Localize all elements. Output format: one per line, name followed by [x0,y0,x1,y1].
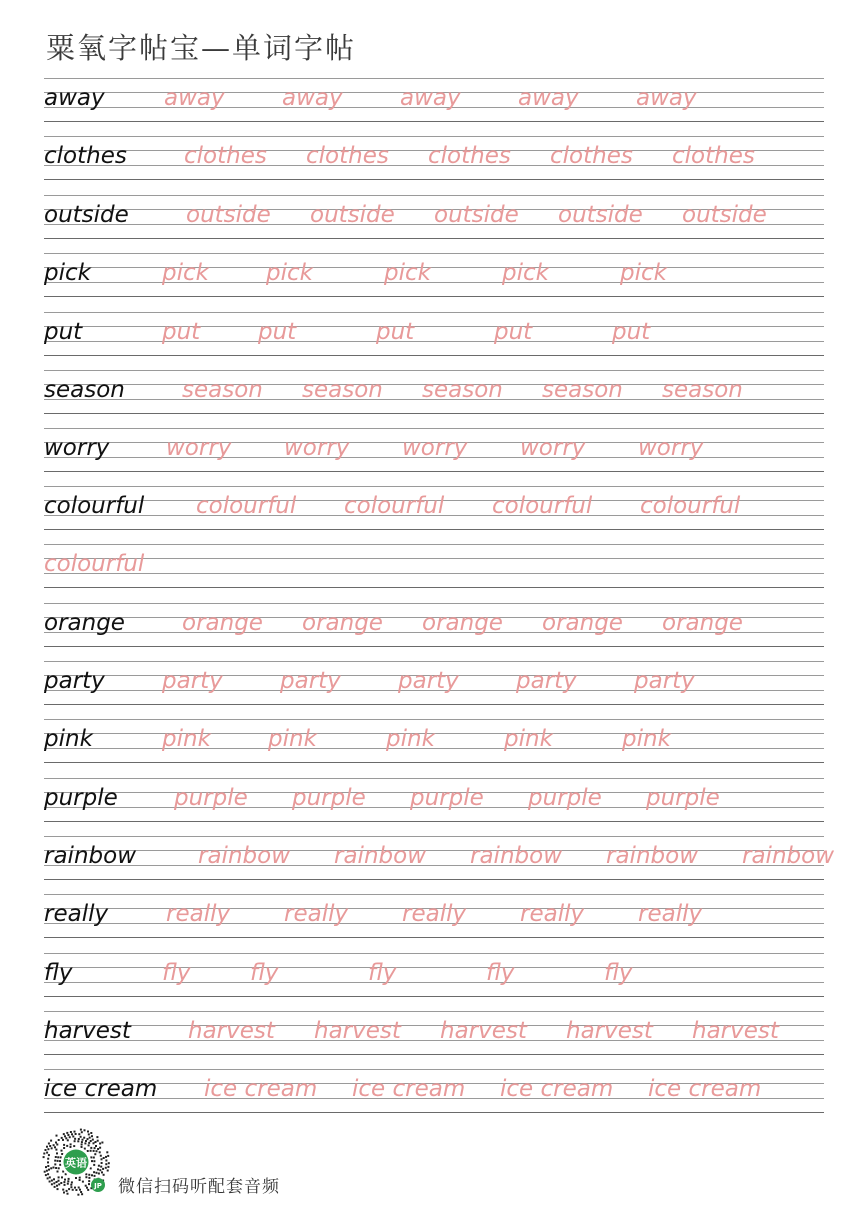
guide-line [44,121,824,122]
trace-word[interactable]: purple [410,785,484,811]
trace-word[interactable]: put [612,319,651,345]
practice-row [44,953,824,989]
guide-line [44,982,824,983]
trace-word[interactable]: purple [174,785,248,811]
trace-word[interactable]: pick [266,260,313,286]
trace-word[interactable]: harvest [566,1018,653,1044]
guide-line [44,238,824,239]
trace-word[interactable]: season [302,377,383,403]
trace-word[interactable]: fly [250,960,279,986]
practice-row [44,370,824,406]
guide-line [44,341,824,342]
trace-word[interactable]: put [258,319,297,345]
trace-word[interactable]: party [280,668,341,694]
guide-line [44,471,824,472]
trace-word[interactable]: outside [186,202,271,228]
guide-line [44,894,824,895]
guide-line [44,1011,824,1012]
model-word: harvest [44,1018,131,1044]
guide-line [44,355,824,356]
trace-word[interactable]: put [494,319,533,345]
qr-code-icon[interactable] [40,1126,112,1198]
trace-word[interactable]: colourful [44,551,145,577]
trace-word[interactable]: harvest [314,1018,401,1044]
guide-line [44,704,824,705]
trace-word[interactable]: worry [166,435,232,461]
guide-line [44,1112,824,1113]
trace-word[interactable]: ice cream [648,1076,762,1102]
qr-badge-label: 英语 [65,1156,87,1170]
trace-word[interactable]: outside [558,202,643,228]
guide-line [44,1054,824,1055]
trace-word[interactable]: orange [182,610,263,636]
trace-word[interactable]: pick [384,260,431,286]
trace-word[interactable]: away [400,85,461,111]
practice-row [44,778,824,814]
trace-word[interactable]: colourful [196,493,297,519]
trace-word[interactable]: really [638,901,703,927]
trace-word[interactable]: season [182,377,263,403]
practice-row [44,894,824,930]
trace-word[interactable]: season [662,377,743,403]
trace-word[interactable]: purple [528,785,602,811]
practice-row [44,719,824,755]
guide-line [44,996,824,997]
trace-word[interactable]: outside [310,202,395,228]
page-title: 粟氧字帖宝—单词字帖 [46,31,357,65]
model-word: purple [44,785,118,811]
guide-line [44,529,824,530]
trace-word[interactable]: harvest [692,1018,779,1044]
practice-row [44,78,824,114]
guide-line [44,428,824,429]
trace-word[interactable]: clothes [550,143,633,169]
guide-line [44,762,824,763]
practice-row [44,136,824,172]
guide-line [44,865,824,866]
trace-word[interactable]: colourful [492,493,593,519]
practice-row [44,312,824,348]
trace-word[interactable]: clothes [672,143,755,169]
practice-row [44,661,824,697]
guide-line [44,179,824,180]
guide-line [44,312,824,313]
trace-word[interactable]: orange [422,610,503,636]
trace-word[interactable]: pink [268,726,317,752]
trace-word[interactable]: orange [662,610,743,636]
trace-word[interactable]: pick [502,260,549,286]
guide-line [44,1069,824,1070]
trace-word[interactable]: really [166,901,231,927]
practice-row [44,486,824,522]
model-word: really [44,901,109,927]
trace-word[interactable]: harvest [440,1018,527,1044]
model-word: ice cream [44,1076,158,1102]
trace-word[interactable]: really [520,901,585,927]
practice-row [44,603,824,639]
trace-word[interactable]: rainbow [198,843,290,869]
trace-word[interactable]: away [518,85,579,111]
guide-line [44,836,824,837]
practice-row [44,544,824,580]
trace-word[interactable]: put [376,319,415,345]
qr-corner-label: JP [94,1182,102,1190]
trace-word[interactable]: away [282,85,343,111]
trace-word[interactable]: clothes [428,143,511,169]
practice-row [44,428,824,464]
trace-word[interactable]: worry [638,435,704,461]
guide-line [44,953,824,954]
trace-word[interactable]: season [542,377,623,403]
trace-word[interactable]: party [634,668,695,694]
trace-word[interactable]: fly [486,960,515,986]
guide-line [44,661,824,662]
trace-word[interactable]: worry [520,435,586,461]
trace-word[interactable]: party [398,668,459,694]
trace-word[interactable]: rainbow [742,843,834,869]
guide-line [44,370,824,371]
trace-word[interactable]: party [516,668,577,694]
trace-word[interactable]: pick [162,260,209,286]
practice-row [44,1011,824,1047]
guide-line [44,646,824,647]
guide-line [44,573,824,574]
model-word: away [44,85,105,111]
trace-word[interactable]: fly [162,960,191,986]
guide-line [44,253,824,254]
trace-word[interactable]: rainbow [470,843,562,869]
model-word: party [44,668,105,694]
trace-word[interactable]: party [162,668,223,694]
guide-line [44,850,824,851]
trace-word[interactable]: pick [620,260,667,286]
model-word: outside [44,202,129,228]
guide-line [44,937,824,938]
guide-line [44,486,824,487]
guide-line [44,821,824,822]
guide-line [44,558,824,559]
trace-word[interactable]: ice cream [352,1076,466,1102]
trace-word[interactable]: clothes [184,143,267,169]
guide-line [44,778,824,779]
practice-row [44,836,834,872]
model-word: colourful [44,493,145,519]
guide-line [44,136,824,137]
model-word: fly [44,960,73,986]
trace-word[interactable]: really [402,901,467,927]
practice-row [44,1069,824,1105]
trace-word[interactable]: really [284,901,349,927]
trace-word[interactable]: outside [682,202,767,228]
guide-line [44,282,824,283]
guide-line [44,296,824,297]
trace-word[interactable]: away [164,85,225,111]
guide-line [44,587,824,588]
guide-line [44,326,824,327]
practice-row [44,253,824,289]
model-word: pink [44,726,93,752]
model-word: put [44,319,83,345]
trace-word[interactable]: ice cream [500,1076,614,1102]
guide-line [44,544,824,545]
trace-word[interactable]: worry [402,435,468,461]
model-word: orange [44,610,125,636]
trace-word[interactable]: clothes [306,143,389,169]
model-word: pick [44,260,91,286]
guide-line [44,78,824,79]
trace-word[interactable]: pink [622,726,671,752]
practice-row [44,195,824,231]
trace-word[interactable]: colourful [640,493,741,519]
trace-word[interactable]: away [636,85,697,111]
trace-word[interactable]: purple [646,785,720,811]
footer [40,1126,440,1198]
trace-word[interactable]: season [422,377,503,403]
trace-word[interactable]: orange [302,610,383,636]
trace-word[interactable]: fly [368,960,397,986]
trace-word[interactable]: rainbow [606,843,698,869]
scan-instruction: 微信扫码听配套音频 [118,1177,280,1197]
guide-line [44,603,824,604]
trace-word[interactable]: colourful [344,493,445,519]
guide-line [44,195,824,196]
trace-word[interactable]: put [162,319,201,345]
model-word: season [44,377,125,403]
trace-word[interactable]: outside [434,202,519,228]
trace-word[interactable]: rainbow [334,843,426,869]
guide-line [44,413,824,414]
guide-line [44,267,824,268]
guide-line [44,879,824,880]
guide-line [44,719,824,720]
model-word: worry [44,435,110,461]
model-word: rainbow [44,843,136,869]
trace-word[interactable]: pink [386,726,435,752]
guide-line [44,967,824,968]
trace-word[interactable]: worry [284,435,350,461]
trace-word[interactable]: pink [504,726,553,752]
trace-word[interactable]: pink [162,726,211,752]
trace-word[interactable]: fly [604,960,633,986]
trace-word[interactable]: purple [292,785,366,811]
trace-word[interactable]: orange [542,610,623,636]
model-word: clothes [44,143,127,169]
trace-word[interactable]: ice cream [204,1076,318,1102]
trace-word[interactable]: harvest [188,1018,275,1044]
